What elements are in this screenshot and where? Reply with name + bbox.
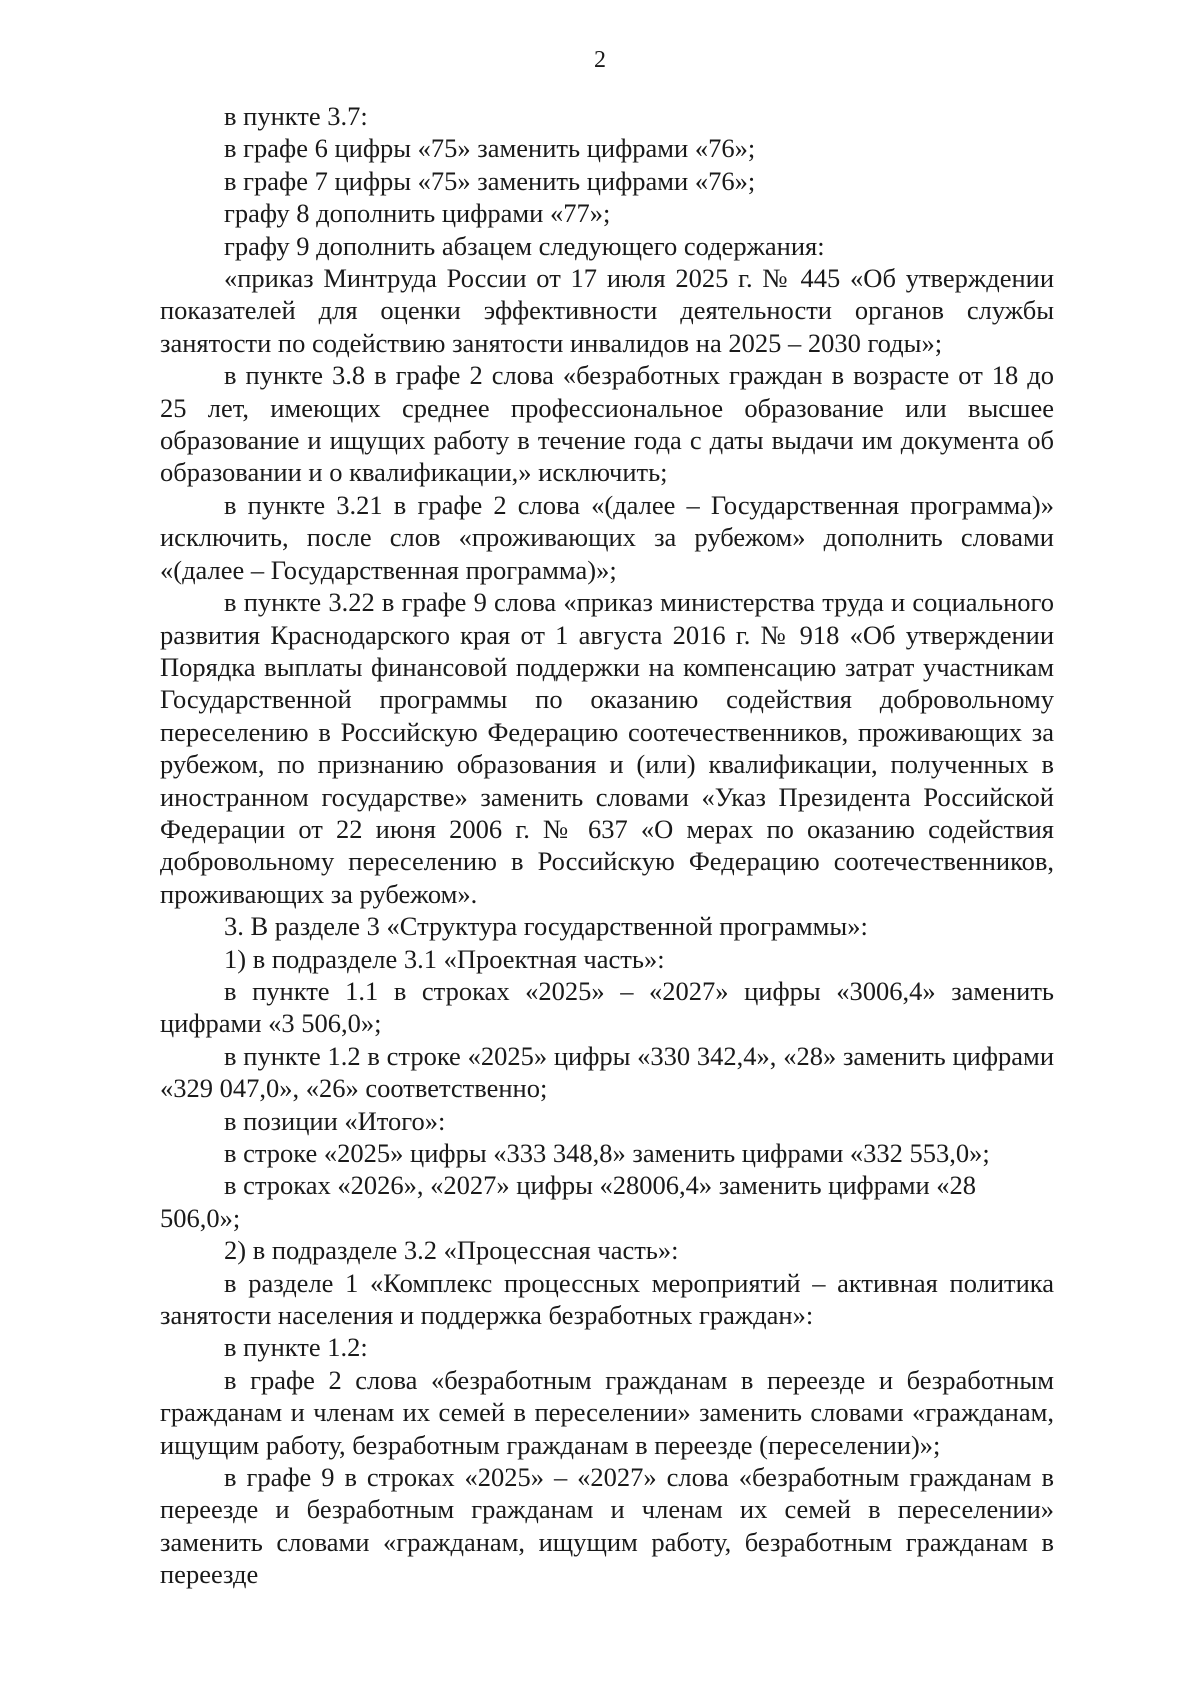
paragraph-item-3-8: в пункте 3.8 в графе 2 слова «безработных граждан в возрасте от 18 до 25 лет, имеющих среднее профессиональное образование или высшее образование и ищущих работу в течение года с даты выдачи им документа об образовании и о квалификации,» исключить;	[160, 360, 1054, 488]
paragraph-section-1-complex: в разделе 1 «Комплекс процессных мероприятий – активная политика занятости населения и поддержка безработных граждан»:	[160, 1267, 1054, 1331]
paragraph-total-2025: в строке «2025» цифры «333 348,8» заменить цифрами «332 553,0»;	[224, 1138, 990, 1168]
paragraph-column-6: в графе 6 цифры «75» заменить цифрами «76»;	[224, 133, 756, 164]
paragraph-total-position: в позиции «Итого»:	[224, 1105, 446, 1136]
paragraph-order-mintrud: «приказ Минтруда России от 17 июля 2025 г. № 445 «Об утверждении показателей для оценки эффективности деятельности органов службы занятости по содействию занятости инвалидов на 2025 – 2030 годы»;	[160, 263, 1054, 358]
paragraph-subsection-3-1: 1) в подразделе 3.1 «Проектная часть»:	[224, 943, 665, 974]
paragraph-item-1-2-process: в пункте 1.2:	[224, 1332, 368, 1363]
paragraph-column-7: в графе 7 цифры «75» заменить цифрами «76»;	[224, 165, 756, 196]
paragraph-subsection-3-2: 2) в подразделе 3.2 «Процессная часть»:	[224, 1235, 679, 1266]
paragraph-column-8: графу 8 дополнить цифрами «77»;	[224, 198, 611, 229]
paragraph-item-3-21: в пункте 3.21 в графе 2 слова «(далее – Государственная программа)» исключить, после слов «проживающих за рубежом» дополнить словами «(далее – Государственная программа)»;	[160, 489, 1054, 585]
paragraph-item-1-1: в пункте 1.1 в строках «2025» – «2027» цифры «3006,4» заменить цифрами «3 506,0»;	[160, 975, 1054, 1039]
paragraph-item-3-22: в пункте 3.22 в графе 9 слова «приказ министерства труда и социального развития Краснодарского края от 1 августа 2016 г. № 918 «Об утверждении Порядка выплаты финансовой поддержки на компенсацию затрат участникам Государственной программы по оказанию содействия добровольному переселению в Российскую Федерацию соотечественников, проживающих за рубежом, по признанию образования и (или) квалификации, полученных в иностранном государстве» заменить словами «Указ Президента Российской Федерации от 22 июня 2006 г. № 637 «О мерах по оказанию содействия добровольному переселению в Российскую Федерацию соотечественников, проживающих за рубежом».	[160, 587, 1054, 909]
paragraph-item-3-7: в пункте 3.7:	[224, 101, 368, 131]
paragraph-column-2-replace: в графе 2 слова «безработным гражданам в переезде и безработным гражданам и членам их семей в переселении» заменить словами «гражданам, ищущим работу, безработным гражданам в переезде (переселении)»;	[160, 1364, 1054, 1460]
paragraph-column-9: графу 9 дополнить абзацем следующего содержания:	[224, 230, 825, 261]
paragraph-section-3: 3. В разделе 3 «Структура государственной программы»:	[224, 911, 868, 942]
paragraph-item-1-2: в пункте 1.2 в строке «2025» цифры «330 342,4», «28» заменить цифрами «329 047,0», «26» соответственно;	[160, 1040, 1054, 1104]
page-number: 2	[594, 47, 606, 73]
paragraph-column-9-replace: в графе 9 в строках «2025» – «2027» слова «безработным гражданам в переезде и безработным гражданам и членам их семей в переселении» заменить словами «гражданам, ищущим работу, безработным гражданам в переезде	[160, 1462, 1054, 1590]
paragraph-total-2026-2027: в строках «2026», «2027» цифры «28006,4» заменить цифрами «28 506,0»;	[160, 1170, 977, 1233]
document-body	[160, 100, 1054, 1591]
